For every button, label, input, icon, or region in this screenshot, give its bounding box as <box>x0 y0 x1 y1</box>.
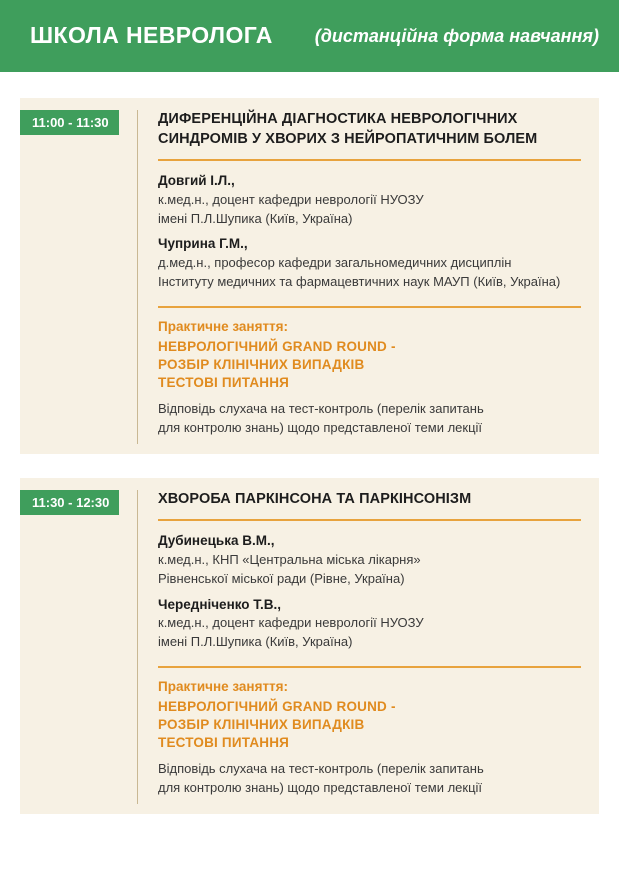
speaker-name: Чередніченко Т.В., <box>158 596 282 612</box>
practice-title <box>158 338 581 393</box>
speaker-description-line: к.мед.н., доцент кафедри неврології НУОЗУ <box>158 191 424 207</box>
speaker-name: Довгий І.Л., <box>158 173 235 189</box>
speaker-entry <box>158 171 581 228</box>
practice-title <box>158 698 581 753</box>
session-title-line: СИНДРОМІВ У ХВОРИХ З НЕЙРОПАТИЧНИМ БОЛЕМ <box>158 130 538 147</box>
practice-title-line: РОЗБІР КЛІНІЧНИХ ВИПАДКІВ <box>158 717 365 733</box>
speaker-entry <box>158 595 581 652</box>
page-subtitle: (дистанційна форма навчання) <box>314 25 599 46</box>
practice-label: Практичне заняття: <box>158 678 289 694</box>
practice-block <box>158 306 581 438</box>
practice-note <box>158 400 581 438</box>
session-time-column <box>20 478 137 814</box>
practice-label: Практичне заняття: <box>158 318 289 334</box>
speaker-description <box>158 254 581 292</box>
speaker-description <box>158 551 581 589</box>
page-header <box>0 0 619 72</box>
session-title <box>158 110 581 149</box>
session-time-column <box>20 98 137 454</box>
speaker-name: Чуприна Г.М., <box>158 236 248 252</box>
divider-rule <box>158 159 581 161</box>
speaker-name: Дубинецька В.М., <box>158 533 275 549</box>
session-time-badge: 11:00 - 11:30 <box>20 110 119 135</box>
speaker-description <box>158 614 581 652</box>
session-title <box>158 490 581 510</box>
speaker-description-line: Рівненської міської ради (Рівне, Україна) <box>158 570 405 586</box>
practice-note-line: для контролю знань) щодо представленої теми лекції <box>158 420 483 436</box>
session-item <box>20 478 599 814</box>
session-list <box>0 72 619 814</box>
speaker-description-line: к.мед.н., КНП «Центральна міська лікарня» <box>158 551 421 567</box>
speaker-entry <box>158 234 581 291</box>
practice-title-line: ТЕСТОВІ ПИТАННЯ <box>158 735 290 751</box>
speaker-description-line: імені П.Л.Шупика (Київ, Україна) <box>158 634 353 650</box>
divider-rule <box>158 666 581 668</box>
session-content <box>138 98 599 454</box>
speaker-description <box>158 191 581 229</box>
practice-note-line: Відповідь слухача на тест-контроль (перелік запитань <box>158 401 484 417</box>
practice-block <box>158 666 581 798</box>
practice-title-line: НЕВРОЛОГІЧНИЙ GRAND ROUND - <box>158 338 396 354</box>
speaker-description-line: д.мед.н., професор кафедри загальномедичних дисциплін <box>158 254 512 270</box>
page-title: ШКОЛА НЕВРОЛОГА <box>30 22 273 49</box>
speaker-description-line: імені П.Л.Шупика (Київ, Україна) <box>158 210 353 226</box>
session-content <box>138 478 599 814</box>
speaker-description-line: к.мед.н., доцент кафедри неврології НУОЗУ <box>158 615 424 631</box>
divider-rule <box>158 306 581 308</box>
practice-title-line: РОЗБІР КЛІНІЧНИХ ВИПАДКІВ <box>158 356 365 372</box>
divider-rule <box>158 519 581 521</box>
session-item <box>20 98 599 454</box>
practice-note <box>158 760 581 798</box>
speaker-description-line: Інституту медичних та фармацевтичних наук МАУП (Київ, Україна) <box>158 273 561 289</box>
practice-title-line: НЕВРОЛОГІЧНИЙ GRAND ROUND - <box>158 698 396 714</box>
practice-title-line: ТЕСТОВІ ПИТАННЯ <box>158 374 290 390</box>
speaker-entry <box>158 531 581 588</box>
practice-note-line: Відповідь слухача на тест-контроль (перелік запитань <box>158 761 484 777</box>
session-title-line: ХВОРОБА ПАРКІНСОНА ТА ПАРКІНСОНІЗМ <box>158 490 472 507</box>
practice-note-line: для контролю знань) щодо представленої теми лекції <box>158 780 483 796</box>
session-title-line: ДИФЕРЕНЦІЙНА ДІАГНОСТИКА НЕВРОЛОГІЧНИХ <box>158 111 518 127</box>
session-time-badge: 11:30 - 12:30 <box>20 490 119 515</box>
